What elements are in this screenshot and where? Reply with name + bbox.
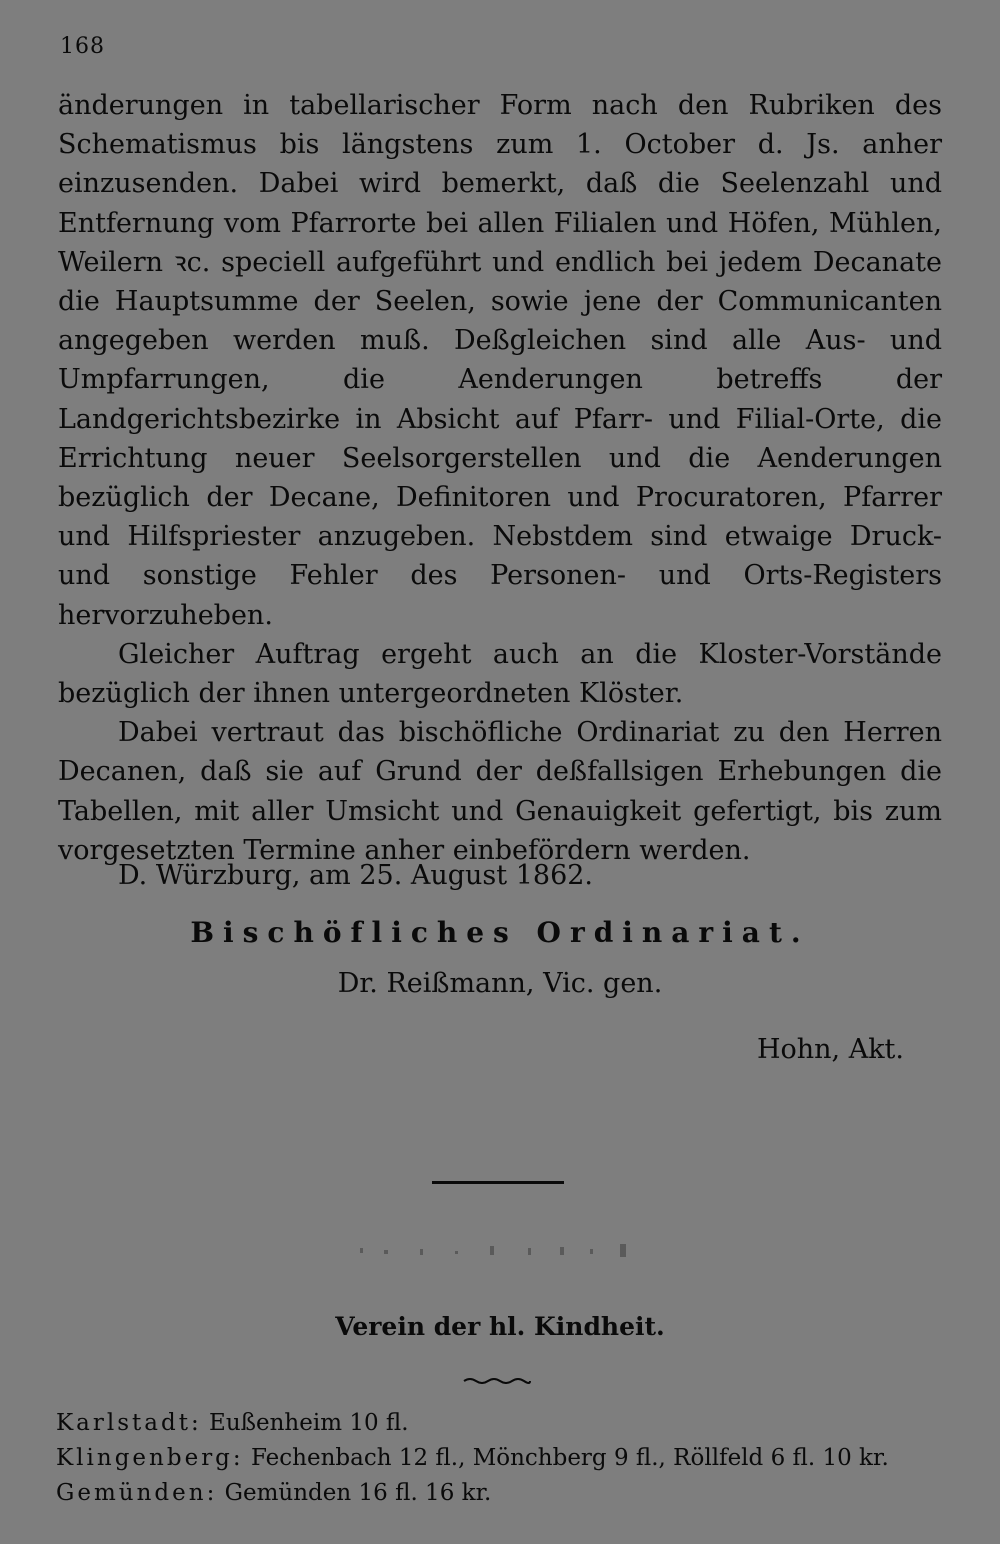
- body-text: [58, 86, 942, 870]
- faint-print-marks: [350, 1240, 650, 1262]
- donation-place: Karlstadt:: [56, 1410, 202, 1436]
- donation-place: Klingenberg:: [56, 1445, 244, 1471]
- donation-row: [56, 1441, 889, 1476]
- paragraph-2: Gleicher Auftrag ergeht auch an die Kloster-Vorstände bezüglich der ihnen untergeordneten Klöster.: [58, 638, 942, 710]
- donation-list: [56, 1406, 889, 1511]
- issuing-authority: Bischöfliches Ordinariat.: [190, 916, 810, 949]
- donation-entries: Eußenheim 10 fl.: [209, 1410, 409, 1436]
- page-number: 168: [60, 34, 105, 59]
- paragraph-3: Dabei vertraut das bischöfliche Ordinariat zu den Herren Decanen, daß sie auf Grund der deßfallsigen Erhebungen die Tabellen, mit aller Umsicht und Genauigkeit gefertigt, bis zum vorgesetzten Termine anher einbefördern werden.: [58, 717, 942, 866]
- signer-name: Dr. Reißmann, Vic. gen.: [337, 968, 663, 999]
- clerk-name: Hohn, Akt.: [756, 1034, 904, 1065]
- donation-row: [56, 1406, 889, 1441]
- section-heading: Verein der hl. Kindheit.: [335, 1312, 665, 1341]
- donation-entries: Gemünden 16 fl. 16 kr.: [224, 1480, 492, 1506]
- ornamental-divider: [462, 1376, 532, 1384]
- paragraph-1: änderungen in tabellarischer Form nach den Rubriken des Schematismus bis längstens zum 1. October d. Js. anher einzusenden. Dabei wird bemerkt, daß die Seelenzahl und Entfernung vom Pfarrorte bei allen Filialen und Höfen, Mühlen, Weilern ꝛc. speciell aufgeführt und endlich bei jedem Decanate die Hauptsumme der Seelen, sowie jene der Communicanten angegeben werden muß. Deßgleichen sind alle Aus- und Umpfarrungen, die Aenderungen betreffs der Landgerichtsbezirke in Absicht auf Pfarr- und Filial-Orte, die Errichtung neuer Seelsorgerstellen und die Aenderungen bezüglich der Decane, Definitoren und Procuratoren, Pfarrer und Hilfspriester anzugeben. Nebstdem sind etwaige Druck- und sonstige Fehler des Personen- und Orts-Registers hervorzuheben.: [58, 90, 942, 631]
- donation-entries: Fechenbach 12 fl., Mönchberg 9 fl., Röllfeld 6 fl. 10 kr.: [250, 1445, 889, 1471]
- donation-place: Gemünden:: [56, 1480, 218, 1506]
- donation-row: [56, 1476, 889, 1511]
- dateline: D. Würzburg, am 25. August 1862.: [118, 860, 594, 891]
- section-divider-rule: [432, 1181, 564, 1184]
